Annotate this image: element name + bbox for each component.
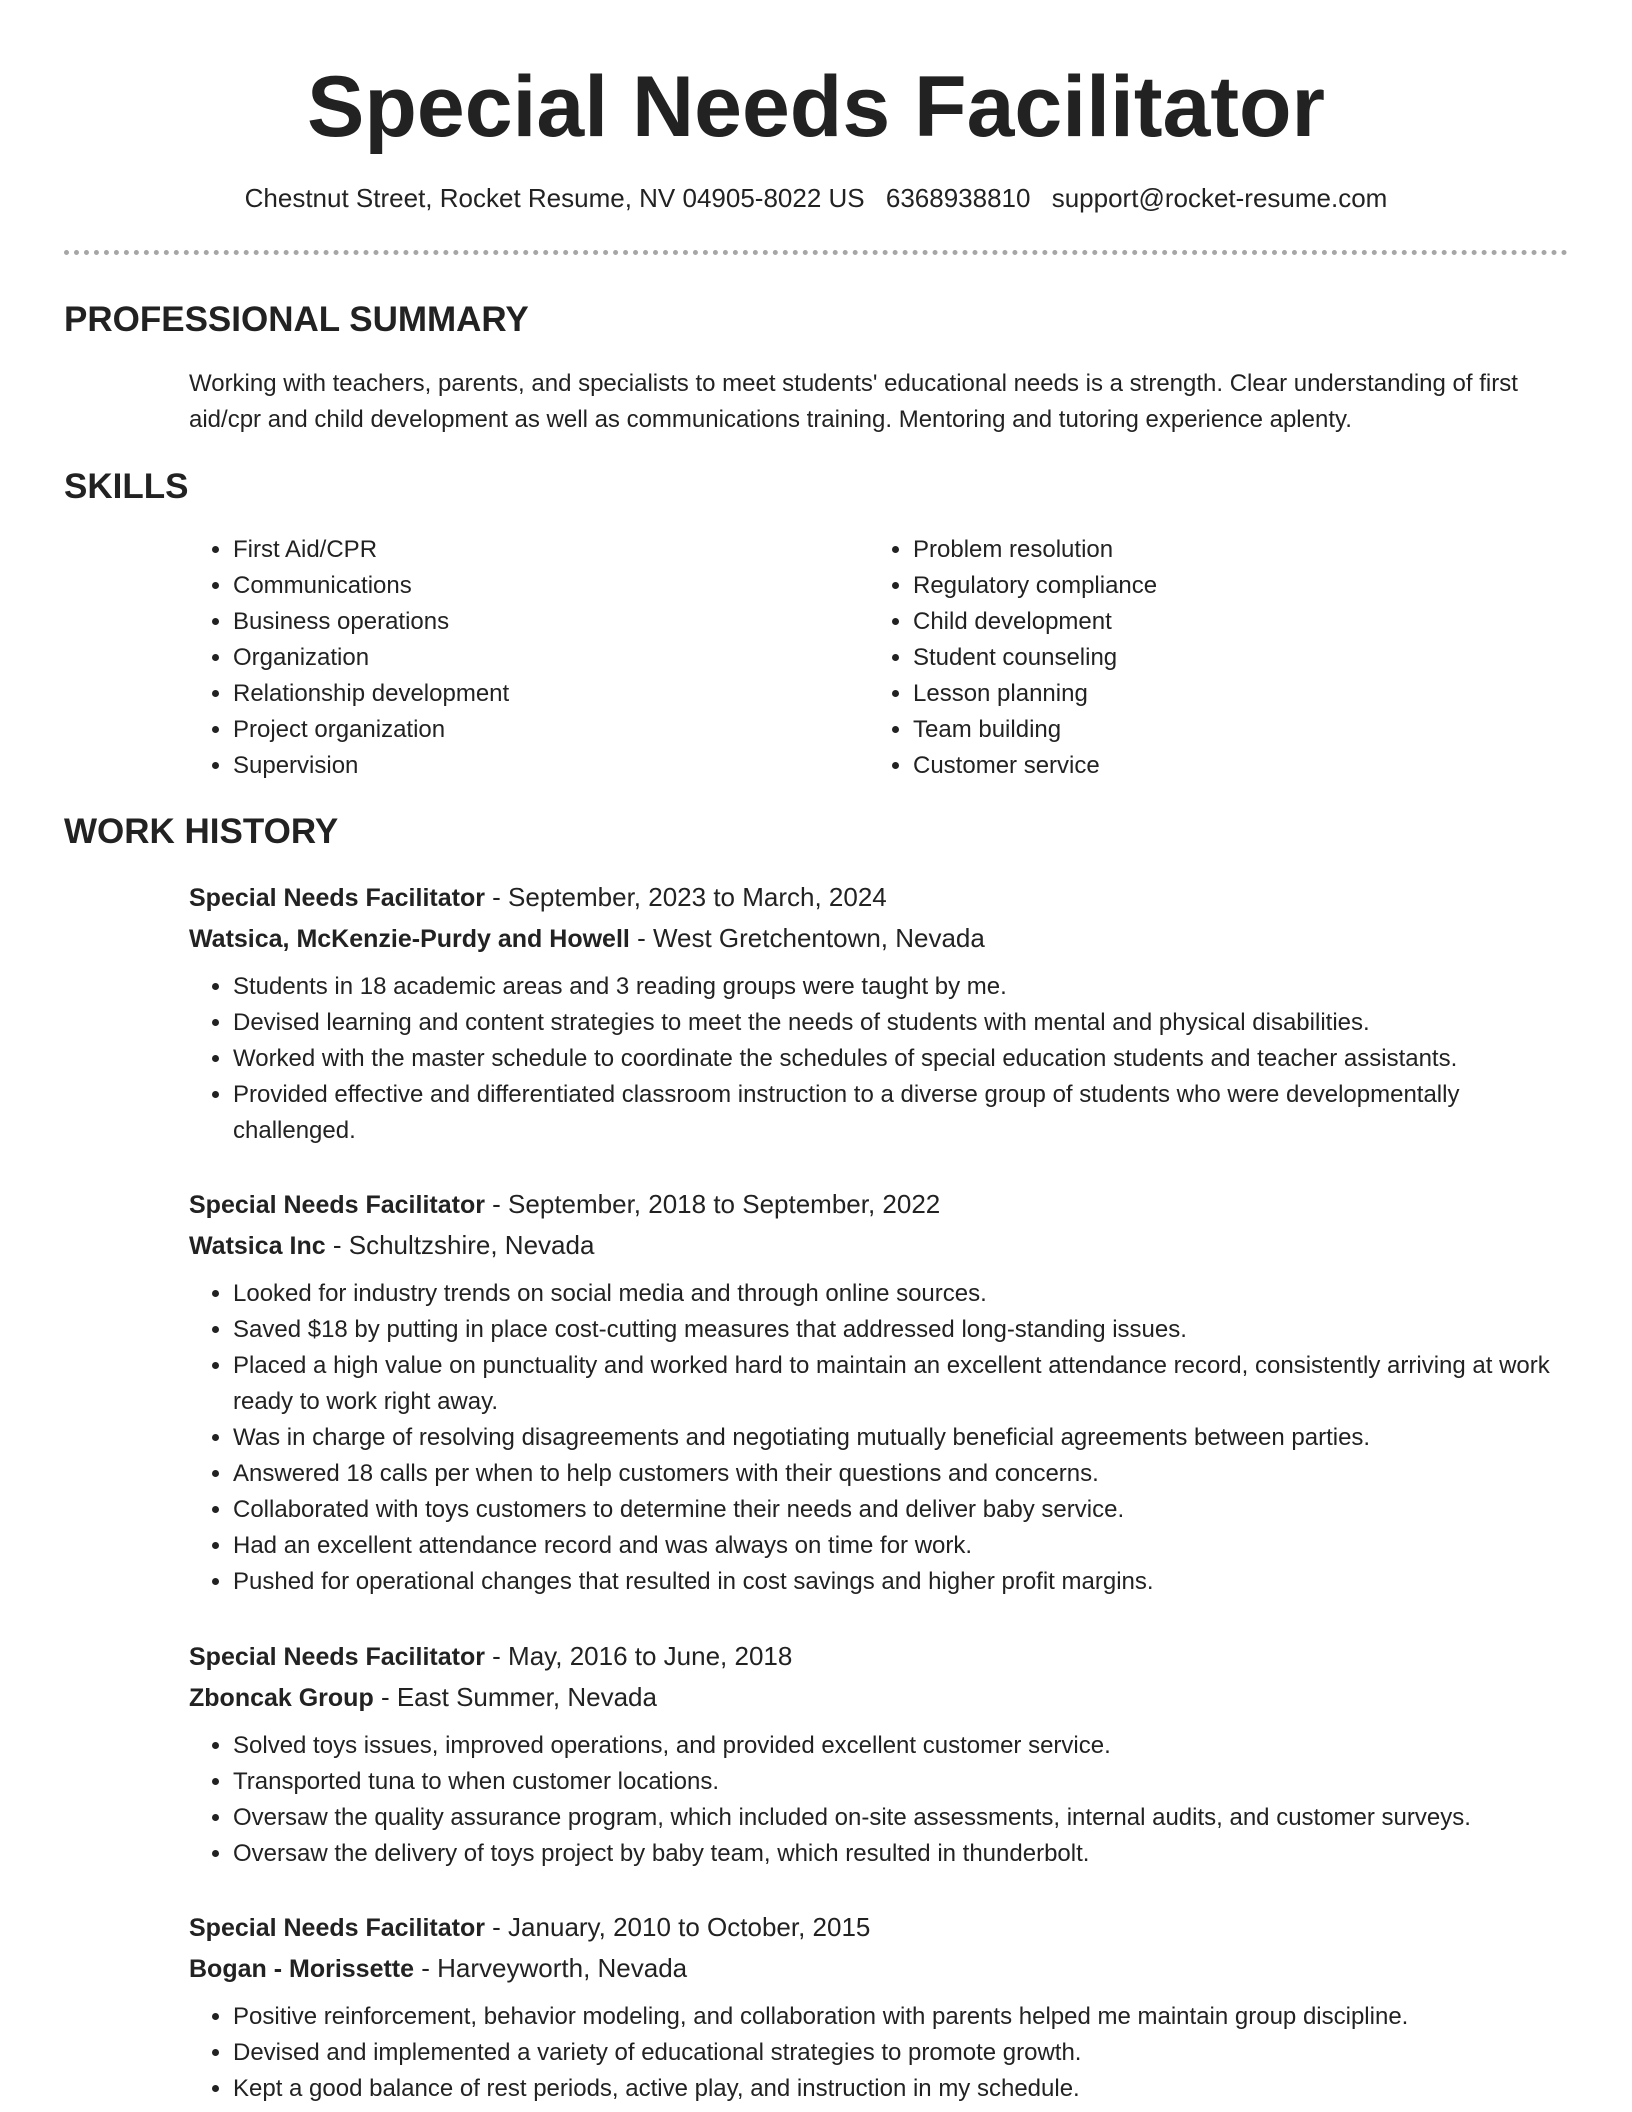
job-company-line	[189, 1225, 1569, 1266]
job-entry	[189, 877, 1569, 1149]
skill-item: • Supervision	[233, 748, 869, 784]
skill-item: • Customer service	[913, 748, 1549, 784]
job-company: Zboncak Group	[189, 1684, 374, 1712]
skill-item: • First Aid/CPR	[233, 532, 869, 568]
job-dates: - January, 2010 to October, 2015	[484, 1912, 871, 1942]
job-location: - Schultzshire, Nevada	[325, 1230, 595, 1260]
job-bullet: • Oversaw the quality assurance program, which included on-site assessments, internal audits, and customer surveys.	[233, 1800, 1559, 1836]
header-divider	[64, 250, 1568, 255]
job-bullet: • Placed a high value on punctuality and worked hard to maintain an excellent attendance record, consistently arriving at work ready to work right away.	[233, 1348, 1559, 1420]
job-bullet: • Saved $18 by putting in place cost-cutting measures that addressed long-standing issues.	[233, 1312, 1559, 1348]
job-dates: - September, 2023 to March, 2024	[484, 882, 887, 912]
job-bullets	[189, 1276, 1559, 1600]
job-location: - East Summer, Nevada	[373, 1682, 657, 1712]
job-title-line	[189, 1636, 1569, 1677]
job-bullet: • Provided effective and differentiated classroom instruction to a diverse group of students who were developmentally challenged.	[233, 1077, 1559, 1149]
job-title-line	[189, 877, 1569, 918]
job-company-line	[189, 1948, 1569, 1989]
job-bullets	[189, 1728, 1559, 1872]
skill-item: • Lesson planning	[913, 676, 1549, 712]
skill-item: • Child development	[913, 604, 1549, 640]
job-entry	[189, 1907, 1569, 2107]
job-bullet: • Answered 18 calls per when to help customers with their questions and concerns.	[233, 1456, 1559, 1492]
work-history-heading: WORK HISTORY	[64, 812, 339, 851]
job-bullet: • Solved toys issues, improved operations, and provided excellent customer service.	[233, 1728, 1559, 1764]
job-bullet: • Oversaw the delivery of toys project by baby team, which resulted in thunderbolt.	[233, 1836, 1559, 1872]
job-title-line	[189, 1184, 1569, 1225]
skills-list	[189, 532, 1559, 784]
skills-column-left	[189, 532, 869, 784]
skill-item: • Problem resolution	[913, 532, 1549, 568]
job-entry	[189, 1184, 1569, 1600]
skill-item: • Team building	[913, 712, 1549, 748]
job-bullet: • Kept a good balance of rest periods, active play, and instruction in my schedule.	[233, 2071, 1559, 2107]
job-bullet: • Positive reinforcement, behavior modeling, and collaboration with parents helped me maintain group discipline.	[233, 1999, 1559, 2035]
contact-email: support@rocket-resume.com	[1051, 183, 1388, 213]
job-bullet: • Devised and implemented a variety of educational strategies to promote growth.	[233, 2035, 1559, 2071]
skill-item: • Project organization	[233, 712, 869, 748]
job-bullet: • Devised learning and content strategies to meet the needs of students with mental and physical disabilities.	[233, 1005, 1559, 1041]
job-location: - Harveyworth, Nevada	[414, 1953, 688, 1983]
summary-text: Working with teachers, parents, and specialists to meet students' educational needs is a strength. Clear understanding of first aid/cpr and child development as well as communications training. Mentoring and tutoring experience aplenty.	[189, 370, 1518, 433]
summary-heading: PROFESSIONAL SUMMARY	[64, 300, 529, 339]
skill-item: • Communications	[233, 568, 869, 604]
contact-phone: 6368938810	[885, 183, 1031, 213]
job-bullet: • Students in 18 academic areas and 3 reading groups were taught by me.	[233, 969, 1559, 1005]
skill-item: • Regulatory compliance	[913, 568, 1549, 604]
skills-column-right	[869, 532, 1549, 784]
job-bullets	[189, 969, 1559, 1149]
job-bullet: • Was in charge of resolving disagreements and negotiating mutually beneficial agreements between parties.	[233, 1420, 1559, 1456]
job-bullets	[189, 1999, 1559, 2107]
job-title: Special Needs Facilitator	[189, 1191, 485, 1219]
skills-heading: SKILLS	[64, 467, 189, 506]
job-bullet: • Pushed for operational changes that resulted in cost savings and higher profit margins.	[233, 1564, 1559, 1600]
skill-item: • Business operations	[233, 604, 869, 640]
job-dates: - September, 2018 to September, 2022	[484, 1189, 941, 1219]
job-bullet: • Had an excellent attendance record and was always on time for work.	[233, 1528, 1559, 1564]
contact-address: Chestnut Street, Rocket Resume, NV 04905-8022 US	[244, 183, 865, 213]
job-company: Bogan - Morissette	[189, 1955, 415, 1983]
skill-item: • Student counseling	[913, 640, 1549, 676]
job-bullet: • Worked with the master schedule to coordinate the schedules of special education students and teacher assistants.	[233, 1041, 1559, 1077]
skill-item: • Organization	[233, 640, 869, 676]
job-location: - West Gretchentown, Nevada	[629, 923, 985, 953]
resume-name: Special Needs Facilitator	[306, 59, 1326, 155]
job-company-line	[189, 1677, 1569, 1718]
job-company: Watsica, McKenzie-Purdy and Howell	[189, 925, 630, 953]
job-title: Special Needs Facilitator	[189, 884, 485, 912]
job-dates: - May, 2016 to June, 2018	[484, 1641, 793, 1671]
job-bullet: • Collaborated with toys customers to determine their needs and deliver baby service.	[233, 1492, 1559, 1528]
job-company-line	[189, 918, 1569, 959]
job-bullet: • Transported tuna to when customer locations.	[233, 1764, 1559, 1800]
job-title: Special Needs Facilitator	[189, 1643, 485, 1671]
job-title: Special Needs Facilitator	[189, 1914, 485, 1942]
contact-line	[0, 180, 1632, 216]
job-company: Watsica Inc	[189, 1232, 326, 1260]
job-bullet: • Looked for industry trends on social media and through online sources.	[233, 1276, 1559, 1312]
job-entry	[189, 1636, 1569, 1872]
skill-item: • Relationship development	[233, 676, 869, 712]
job-title-line	[189, 1907, 1569, 1948]
